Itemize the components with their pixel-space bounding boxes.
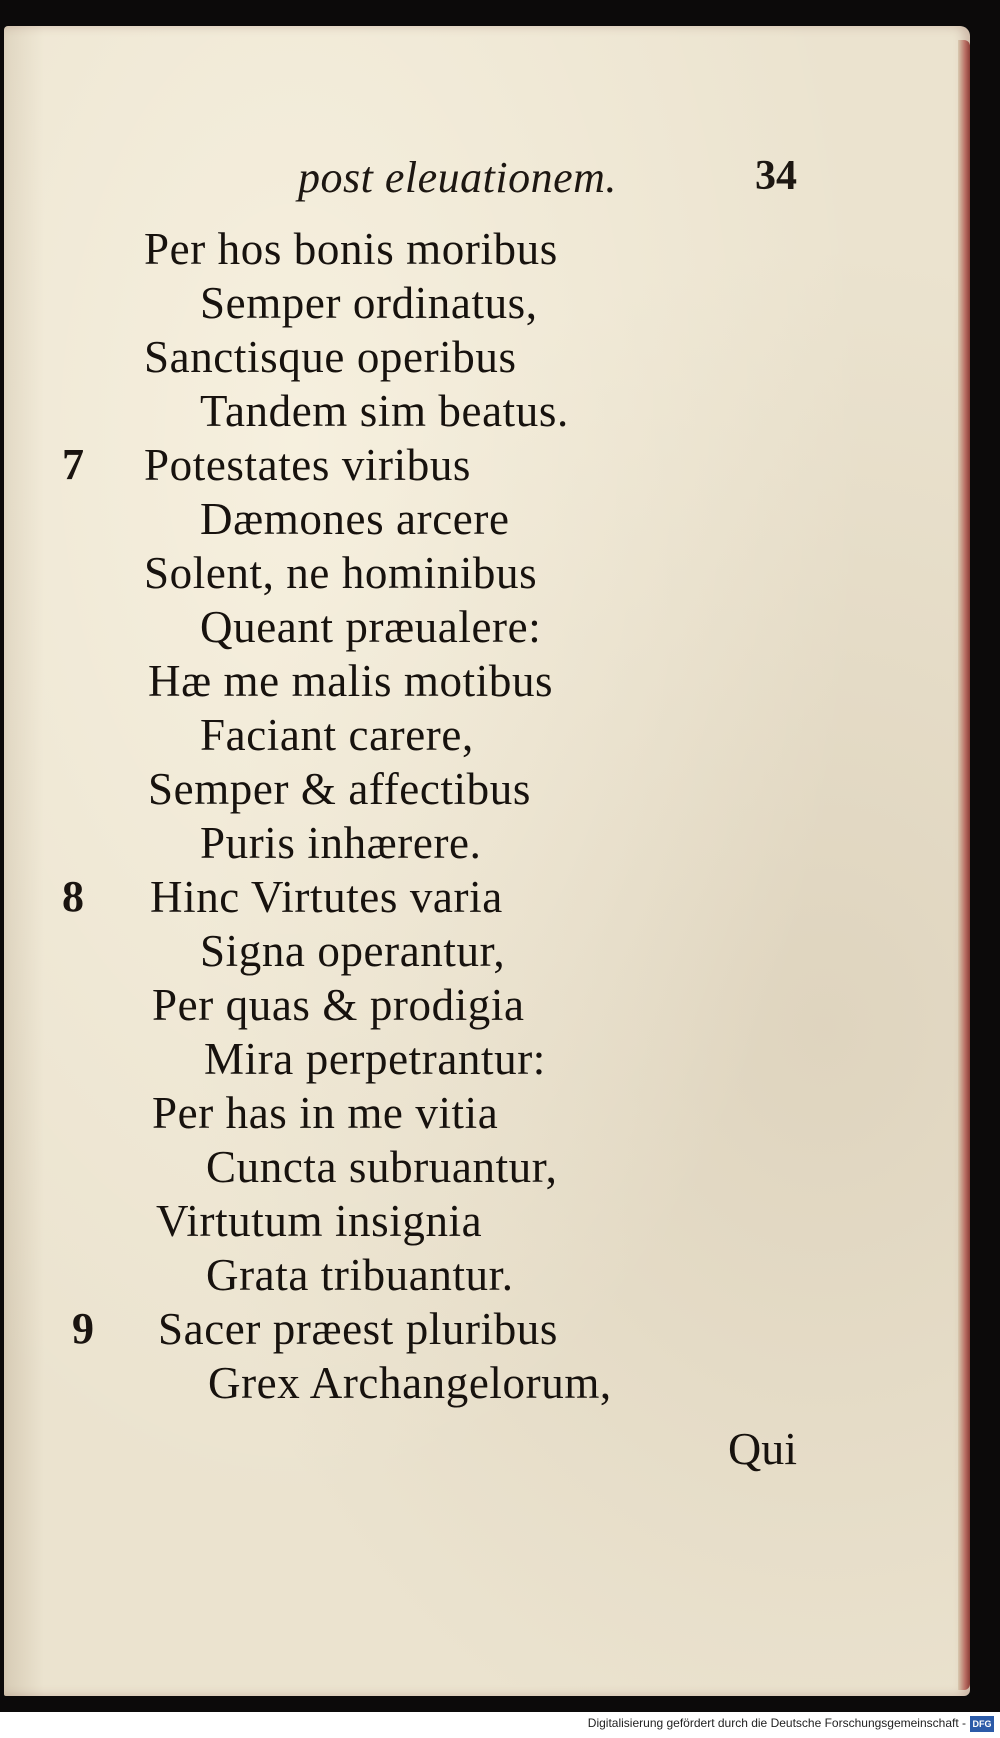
verse-line: Queant præualere: <box>200 602 542 652</box>
verse-line: Hinc Virtutes varia <box>150 872 503 922</box>
verse-line: Potestates viribus <box>144 440 472 490</box>
verse-line: Sanctisque operibus <box>144 332 517 382</box>
catchword: Qui <box>728 1423 797 1474</box>
verse-line: Semper ordinatus, <box>200 278 538 328</box>
verse-line: Dæmones arcere <box>200 494 510 544</box>
verse-line: Faciant carere, <box>200 710 474 760</box>
footer-bar <box>0 1712 1000 1738</box>
verse-line: Cuncta subruantur, <box>206 1142 558 1192</box>
verse-line: Semper & affectibus <box>148 764 531 814</box>
page-edge <box>958 40 970 1690</box>
verse-line: Grata tribuantur. <box>206 1250 514 1300</box>
stanza-number: 9 <box>72 1304 94 1353</box>
verse-line: Per has in me vitia <box>152 1088 499 1138</box>
dfg-logo-icon: DFG <box>970 1716 994 1732</box>
stanza-number: 7 <box>62 440 84 489</box>
verse-line: Tandem sim beatus. <box>200 386 569 436</box>
verse-line: Per hos bonis moribus <box>144 224 558 274</box>
verse-line: Puris inhærere. <box>200 818 482 868</box>
verse-line: Signa operantur, <box>200 926 506 976</box>
running-head: post eleuationem. <box>298 153 617 202</box>
verse-line: Solent, ne hominibus <box>144 548 538 598</box>
page-header <box>0 152 1000 212</box>
verse-line: Per quas & prodigia <box>152 980 525 1030</box>
verse-line: Mira perpetrantur: <box>204 1034 546 1084</box>
page-number: 34 <box>755 153 797 199</box>
verse-line: Hæ me malis motibus <box>148 656 554 706</box>
verse-line: Virtutum insignia <box>156 1196 483 1246</box>
verse-line: Grex Archangelorum, <box>208 1358 612 1408</box>
verse-line: Sacer præest pluribus <box>158 1304 559 1354</box>
funding-notice: Digitalisierung gefördert durch die Deutsche Forschungsgemeinschaft - <box>587 1716 966 1730</box>
stanza-number: 8 <box>62 872 84 921</box>
